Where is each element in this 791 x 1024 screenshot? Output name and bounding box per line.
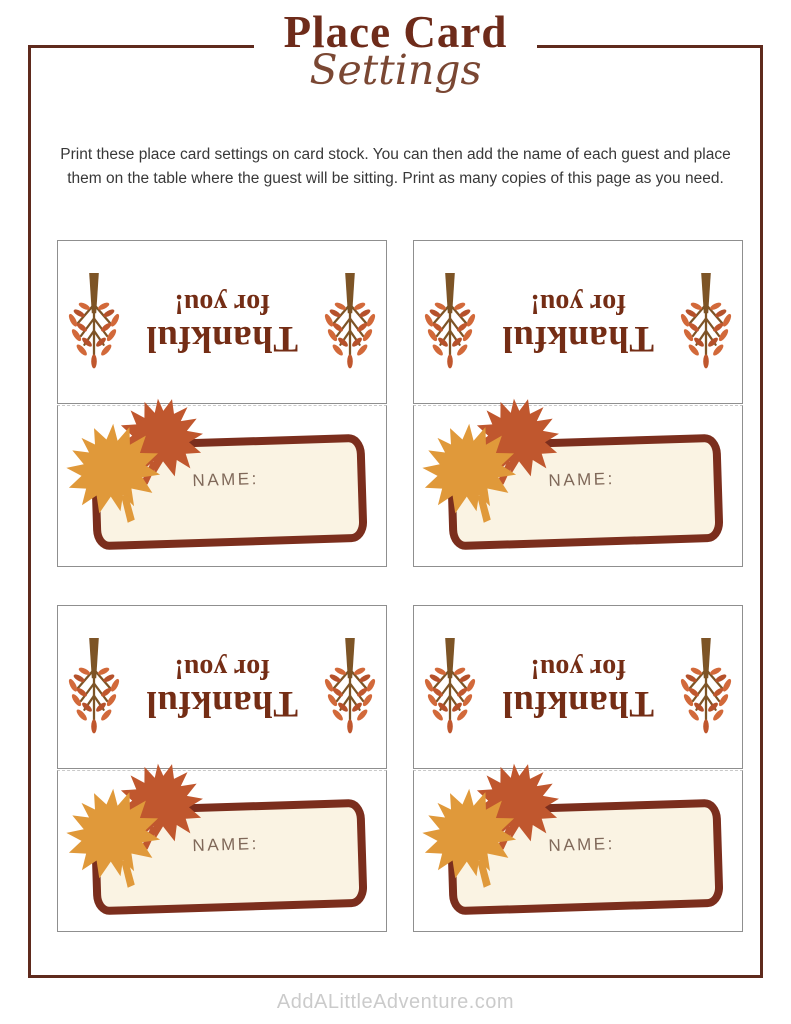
place-card-front [413, 240, 743, 404]
place-card-name-section [413, 405, 743, 567]
rotated-front-content [422, 636, 734, 738]
rotated-front-content [422, 271, 734, 373]
for-you-text: for you! [174, 288, 270, 320]
place-card-front [57, 605, 387, 769]
for-you-text: for you! [530, 288, 626, 320]
page-subtitle: Settings [309, 45, 482, 94]
autumn-twig-icon [66, 271, 122, 373]
maple-leaves-decoration [64, 759, 224, 884]
thankful-text: Thankful [145, 683, 299, 725]
footer-site-url: AddALittleAdventure.com [276, 991, 515, 1013]
maple-leaves-decoration [420, 394, 580, 519]
thankful-text: Thankful [501, 683, 655, 725]
autumn-twig-icon [678, 271, 734, 373]
place-card-name-section [57, 405, 387, 567]
place-card [413, 605, 743, 932]
thankful-message [126, 287, 318, 358]
place-card [57, 605, 387, 932]
rotated-front-content [66, 271, 378, 373]
name-label: NAME: [548, 834, 616, 856]
header [0, 8, 791, 93]
place-cards-grid [57, 240, 743, 932]
place-card [57, 240, 387, 567]
autumn-twig-icon [322, 271, 378, 373]
place-card-name-section [57, 770, 387, 932]
instructions-text: Print these place card settings on card stock. You can then add the name of each guest and place them on the table where the guest will be sitting. Print as many copies of this page as you need. [60, 146, 731, 188]
thankful-text: Thankful [145, 318, 299, 360]
place-card-front [413, 605, 743, 769]
thankful-text: Thankful [501, 318, 655, 360]
autumn-twig-icon [422, 271, 478, 373]
autumn-twig-icon [678, 636, 734, 738]
thankful-message [482, 287, 674, 358]
name-label: NAME: [192, 469, 260, 491]
place-card-name-section [413, 770, 743, 932]
for-you-text: for you! [174, 653, 270, 685]
autumn-twig-icon [322, 636, 378, 738]
name-label: NAME: [192, 834, 260, 856]
page-title: Place Card [254, 8, 538, 58]
place-card-front [57, 240, 387, 404]
maple-leaves-decoration [420, 759, 580, 884]
autumn-twig-icon [66, 636, 122, 738]
thankful-message [126, 652, 318, 723]
name-label: NAME: [548, 469, 616, 491]
rotated-front-content [66, 636, 378, 738]
autumn-twig-icon [422, 636, 478, 738]
for-you-text: for you! [530, 653, 626, 685]
place-card [413, 240, 743, 567]
maple-leaves-decoration [64, 394, 224, 519]
thankful-message [482, 652, 674, 723]
